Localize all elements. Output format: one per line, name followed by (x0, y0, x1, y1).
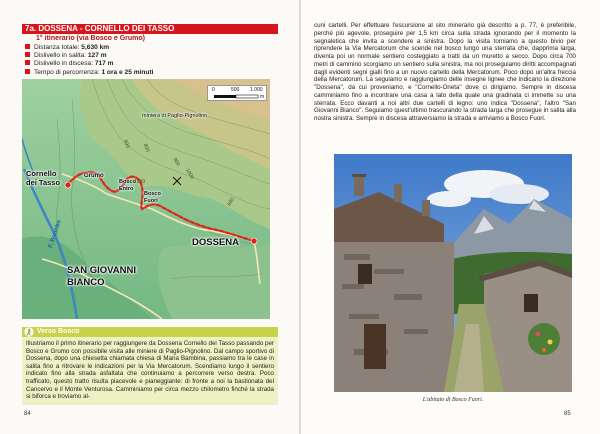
label-contour: 900 (171, 156, 181, 168)
right-page-text: cuni cartelli. Per effettuare l'escursione al sito minerario già descritto a p. 77, è preferibile, perché più agevole, proseguire per 1,5 km circa sulla strada ignorando per il momento la segnaletica che invita a scendere a sinistra. Dopo la visita torniamo a questo bivio per riprendere la Via Mercatorum che scende nel bosco lungo una sterrata che, dapprima larga, diventa poi un normale sentiero costeggiato a tratti da un muretto a secco. Dopo circa 700 metri di cammino scorgiamo un sentiero sulla sinistra, ma noi proseguiamo diritti accompagnati dagli evidenti segni gialli fino a un nuovo cartello della Mercatorum. Poco dopo un'altra freccia della Mercatorum. La seguiamo e raggiungiamo delle insegne lignee che indicano la direzione "Dossena", da cui proveniamo, e "Cornello-Oneta" dove ci dirigiamo. Sempre in discesa camminiamo fino a incontrare una casa a lato della quale una gradinata ci immette su una sterrata. Ecco davanti a noi altri due cartelli di legno: uno indica "Dossena", l'altro "San Giovanni Bianco". Seguiamo quest'ultimo trascurando la strada larga che prosegue in salita alla nostra sinistra. Sempre in discesa attraversiamo la strada e arriviamo a Bosco Fuori. (314, 22, 576, 122)
label-cornello: Cornello (26, 169, 57, 178)
route-title: 7a. DOSSENA - CORNELLO DEI TASSO (22, 24, 278, 34)
label-san-giovanni: SAN GIOVANNI (67, 265, 136, 276)
label-grumo: Grumo (84, 173, 104, 179)
label-contour: 1000 (134, 179, 146, 185)
label-contour: 600 (226, 196, 236, 208)
bullet-square-icon (25, 52, 30, 57)
bullet-square-icon (25, 44, 30, 49)
label-bosco-entro: Bosco (119, 179, 136, 185)
route-map (22, 79, 270, 319)
label-bosco-fuori-2: Fuori (144, 198, 158, 204)
map-scale: 0 500 1.000 m (207, 85, 267, 101)
stat-time: Tempo di percorrenza: 1 ora e 25 minuti (25, 69, 153, 77)
hiker-icon (24, 327, 34, 337)
section-title: Verso Bosco (37, 328, 80, 335)
label-contour: 600 (121, 139, 131, 149)
stat-distance: Distanza totale: 5,630 km (25, 44, 153, 52)
stat-descent: Dislivello in discesa: 717 m (25, 60, 153, 68)
label-dossena: DOSSENA (192, 237, 239, 248)
bullet-square-icon (25, 69, 30, 74)
route-stats (25, 44, 153, 77)
label-contour: 800 (141, 143, 151, 153)
bullet-square-icon (25, 60, 30, 65)
label-brembo: F. Brembo (48, 219, 63, 249)
label-miniera: miniera di Paglio-Pignolino (142, 113, 208, 119)
label-bosco-entro-2: Entro (119, 186, 134, 192)
section-body-text: Illustriamo il primo itinerario per raggiungere da Dossena Cornello dei Tasso passando per Bosco e Grumo con possibile visita alle miniere di Paglio-Pignolino. Dal campo sportivo di Dossena, dopo una chiesetta chiamata chiesa di Maria Bambina, passiamo tra le case in salita fino a ritrovare le indicazioni per la Via Mercatorum. Scendiamo lungo il sentiero indicato fino alla strada asfaltata che continuiamo a percorrere verso destra. Poco trafficato, questo tratto risulta piacevole e pianeggiante: di fronte a noi la bastionata del Cancervo e il Monte Venturosa. Camminiamo per circa mezzo chilometro finché la strada si biforca e troviamo al- (22, 337, 278, 405)
label-bianco: BIANCO (67, 277, 105, 288)
route-subtitle: 1° itinerario (via Bosco e Grumo) (36, 35, 145, 42)
village-photo (334, 154, 572, 392)
page-number-left: 84 (24, 411, 31, 417)
stat-ascent: Dislivello in salita: 127 m (25, 52, 153, 60)
page-number-right: 85 (564, 411, 571, 417)
label-contour: 1000 (184, 167, 195, 181)
label-dei-tasso: dei Tasso (26, 178, 61, 187)
photo-caption: L'abitato di Bosco Fuori. (422, 397, 484, 403)
label-bosco-fuori: Bosco (144, 191, 161, 197)
